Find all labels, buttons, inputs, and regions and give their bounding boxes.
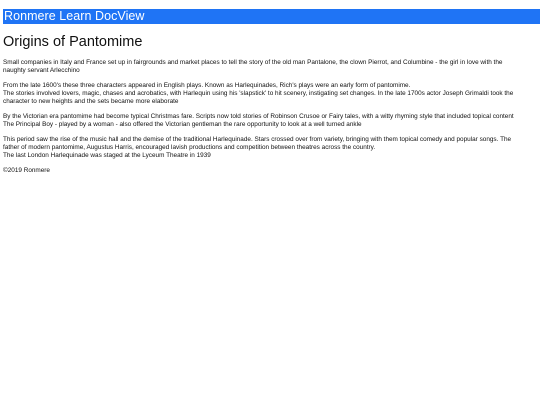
document-content: [3, 33, 540, 174]
footer: [3, 167, 540, 175]
paragraph-line: The last London Harlequinade was staged at the Lyceum Theatre in 1939: [3, 152, 211, 159]
paragraph-3: [3, 113, 540, 129]
paragraph-line: The Principal Boy - played by a woman - also offered the Victorian gentleman the rare opportunity to look at a well turned ankle: [3, 121, 362, 128]
paragraph-2: [3, 82, 540, 106]
paragraph-line: character to new heights and the sets became more elaborate: [3, 98, 179, 105]
paragraph-line: This period saw the rise of the music hall and the demise of the traditional Harlequinade. Stars crossed over from variety, bringing with them topical comedy and popular songs. The: [3, 136, 512, 143]
paragraph-1: [3, 59, 540, 75]
paragraph-line: naughty servant Arlecchino: [3, 67, 80, 74]
copyright-text: ©2019 Ronmere: [3, 167, 50, 174]
paragraph-4: [3, 136, 540, 160]
paragraph-line: The stories involved lovers, magic, chases and acrobatics, with Harlequin using his 'slapstick' to hit scenery, instigating set changes. In the late 1700s actor Joseph Grimaldi took the: [3, 90, 514, 97]
app-header-bar: [3, 9, 540, 24]
paragraph-line: From the late 1600's these three characters appeared in English plays. Known as Harlequinades, Rich's plays were an early form of pantomime.: [3, 82, 411, 89]
paragraph-line: father of modern pantomime, Augustus Harris, encouraged lavish productions and competition between theatres across the country.: [3, 144, 376, 151]
app-title: Ronmere Learn DocView: [4, 9, 145, 23]
paragraph-line: By the Victorian era pantomime had become typical Christmas fare. Scripts now told stories of Robinson Crusoe or Fairy tales, with a witty rhyming style that included topical content: [3, 113, 514, 120]
paragraph-line: Small companies in Italy and France set up in fairgrounds and market places to tell the story of the old man Pantalone, the clown Pierrot, and Columbine - the girl in love with the: [3, 59, 503, 66]
page-title: Origins of Pantomime: [3, 34, 143, 50]
